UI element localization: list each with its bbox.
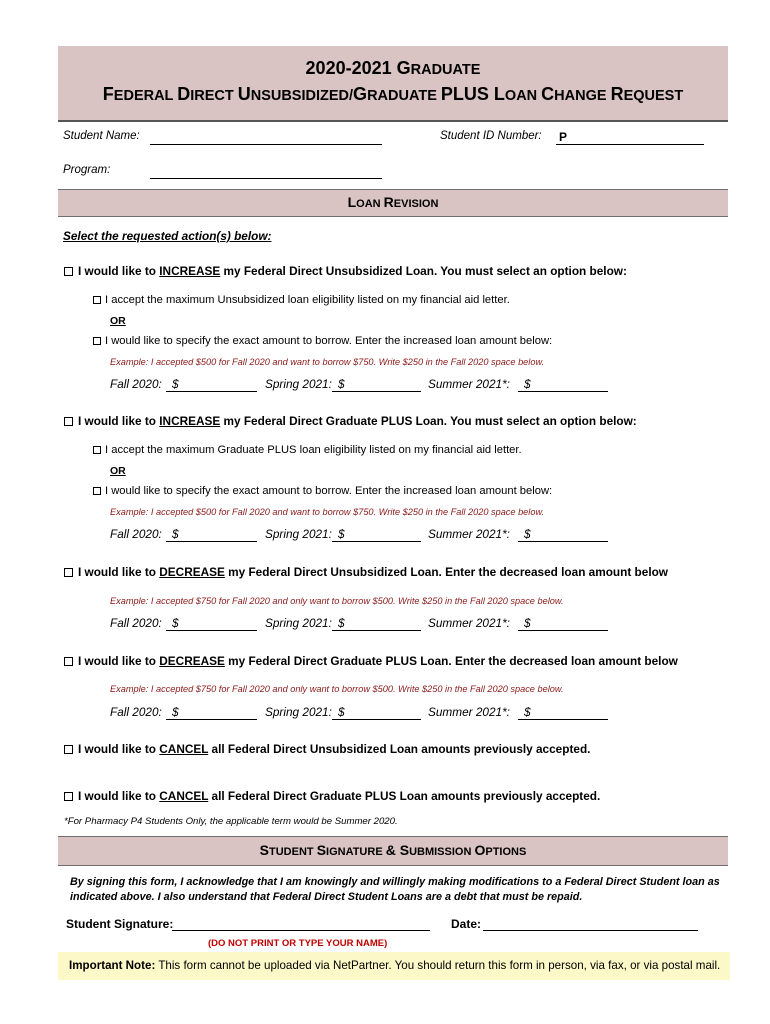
signature-field[interactable] <box>172 930 430 931</box>
increase-plus-example: Example: I accepted $500 for Fall 2020 and want to borrow $750. Write $250 in the Fall 2020 space below. <box>110 507 545 517</box>
form-title-line2 <box>58 84 728 105</box>
increase-unsub-option[interactable]: I would like to INCREASE my Federal Direct Unsubsidized Loan. You must select an option below: <box>64 264 627 278</box>
fall-dollar-sign: $ <box>172 527 179 541</box>
heading-segment: D <box>177 84 191 104</box>
spring-term-label: Spring 2021: <box>265 705 332 719</box>
decrease-unsub-option[interactable]: I would like to DECREASE my Federal Direct Unsubsidized Loan. Enter the decreased loan amount below <box>64 565 668 579</box>
date-field[interactable] <box>483 930 698 931</box>
heading-segment: F <box>102 84 114 104</box>
fall-dollar-sign: $ <box>172 705 179 719</box>
heading-segment: S <box>316 842 327 858</box>
heading-segment: S <box>259 842 270 858</box>
summer-term-label: Summer 2021*: <box>428 616 510 630</box>
summer-dollar-sign: $ <box>524 377 531 391</box>
fall-term-label: Fall 2020: <box>110 377 162 391</box>
heading-segment: IRECT <box>190 88 238 104</box>
spring-amount-field[interactable] <box>332 719 421 720</box>
heading-segment: PLUS <box>440 84 494 104</box>
spring-dollar-sign: $ <box>338 377 345 391</box>
summer-dollar-sign: $ <box>524 705 531 719</box>
fall-term-label: Fall 2020: <box>110 616 162 630</box>
student-id-prefix: P <box>559 130 568 144</box>
heading-segment: TUDENT <box>269 846 317 858</box>
or-label-2: OR <box>110 465 126 477</box>
heading-segment: L <box>493 84 505 104</box>
student-name-label: Student Name: <box>63 130 140 142</box>
no-print-note: (DO NOT PRINT OR TYPE YOUR NAME) <box>208 938 388 949</box>
heading-segment: & <box>385 842 400 858</box>
spring-dollar-sign: $ <box>338 705 345 719</box>
increase-unsub-checkbox[interactable] <box>64 267 73 276</box>
spring-amount-field[interactable] <box>332 391 421 392</box>
summer-amount-field[interactable] <box>518 719 608 720</box>
fall-amount-field[interactable] <box>166 391 257 392</box>
heading-segment: EVISION <box>393 198 439 210</box>
loan-revision-header <box>58 194 728 210</box>
form-title-line1 <box>58 58 728 79</box>
spring-dollar-sign: $ <box>338 616 345 630</box>
increase-plus-max-checkbox[interactable] <box>93 446 101 454</box>
heading-segment: U <box>237 84 251 104</box>
summer-term-label: Summer 2021*: <box>428 527 510 541</box>
increase-unsub-max-checkbox[interactable] <box>93 296 101 304</box>
heading-segment: O <box>474 842 486 858</box>
summer-amount-field[interactable] <box>518 391 608 392</box>
decrease-plus-checkbox[interactable] <box>64 657 73 666</box>
spring-term-label: Spring 2021: <box>265 527 332 541</box>
fall-term-label: Fall 2020: <box>110 705 162 719</box>
heading-segment: IGNATURE <box>326 846 386 858</box>
program-label: Program: <box>63 164 111 176</box>
instruction-text: Select the requested action(s) below: <box>63 229 272 243</box>
heading-segment: S <box>399 842 410 858</box>
increase-plus-option[interactable]: I would like to INCREASE my Federal Direct Graduate PLUS Loan. You must select an option below: <box>64 414 637 428</box>
increase-plus-checkbox[interactable] <box>64 417 73 426</box>
heading-segment: 2020-2021 G <box>305 58 411 78</box>
increase-plus-specify-checkbox[interactable] <box>93 487 101 495</box>
cancel-plus-option[interactable]: I would like to CANCEL all Federal Direct Graduate PLUS Loan amounts previously accepted. <box>64 789 600 803</box>
increase-plus-specify-option[interactable]: I would like to specify the exact amount to borrow. Enter the increased loan amount below: <box>93 485 552 497</box>
heading-segment: HANGE <box>554 88 611 104</box>
important-note-label: Important Note: <box>69 959 156 972</box>
heading-segment: NSUBSIDIZED/ <box>250 88 354 104</box>
heading-segment: G <box>353 84 368 104</box>
acknowledge-line2: indicated above. I also understand that Federal Direct Student Loans are a debt that must be repaid. <box>70 891 583 903</box>
heading-segment: UBMISSION <box>409 846 475 858</box>
decrease-unsub-checkbox[interactable] <box>64 568 73 577</box>
date-label: Date: <box>451 917 482 931</box>
pharmacy-footnote: *For Pharmacy P4 Students Only, the applicable term would be Summer 2020. <box>64 816 398 827</box>
increase-unsub-specify-option[interactable]: I would like to specify the exact amount to borrow. Enter the increased loan amount below: <box>93 335 552 347</box>
heading-segment: L <box>347 194 357 210</box>
or-label-1: OR <box>110 315 126 327</box>
heading-segment: R <box>383 194 394 210</box>
signature-header <box>58 842 728 858</box>
student-name-field[interactable] <box>150 144 382 145</box>
student-id-label: Student ID Number: <box>440 130 542 142</box>
decrease-unsub-example: Example: I accepted $750 for Fall 2020 and only want to borrow $500. Write $250 in the Fall 2020 space below. <box>110 596 564 606</box>
spring-amount-field[interactable] <box>332 630 421 631</box>
increase-unsub-specify-checkbox[interactable] <box>93 337 101 345</box>
fall-amount-field[interactable] <box>166 719 257 720</box>
summer-amount-field[interactable] <box>518 541 608 542</box>
summer-term-label: Summer 2021*: <box>428 377 510 391</box>
program-field[interactable] <box>150 178 382 179</box>
cancel-unsub-option[interactable]: I would like to CANCEL all Federal Direct Unsubsidized Loan amounts previously accepted. <box>64 742 590 756</box>
heading-segment: C <box>541 84 555 104</box>
increase-unsub-max-option[interactable]: I accept the maximum Unsubsidized loan eligibility listed on my financial aid letter. <box>93 294 510 306</box>
student-id-field[interactable] <box>556 144 704 145</box>
fall-amount-field[interactable] <box>166 630 257 631</box>
spring-term-label: Spring 2021: <box>265 377 332 391</box>
important-note <box>69 959 720 972</box>
important-note-text: This form cannot be uploaded via NetPartner. You should return this form in person, via fax, or via postal mail. <box>155 959 721 972</box>
cancel-plus-checkbox[interactable] <box>64 792 73 801</box>
summer-dollar-sign: $ <box>524 616 531 630</box>
decrease-plus-example: Example: I accepted $750 for Fall 2020 and only want to borrow $500. Write $250 in the Fall 2020 space below. <box>110 684 564 694</box>
heading-segment: OAN <box>356 198 384 210</box>
heading-segment: EQUEST <box>623 88 684 104</box>
heading-segment: EDERAL <box>113 88 178 104</box>
summer-term-label: Summer 2021*: <box>428 705 510 719</box>
spring-dollar-sign: $ <box>338 527 345 541</box>
heading-segment: OAN <box>504 88 542 104</box>
spring-term-label: Spring 2021: <box>265 616 332 630</box>
heading-segment: RADUATE <box>410 62 481 78</box>
heading-segment: R <box>610 84 624 104</box>
fall-dollar-sign: $ <box>172 377 179 391</box>
signature-label: Student Signature: <box>66 917 174 931</box>
increase-unsub-example: Example: I accepted $500 for Fall 2020 and want to borrow $750. Write $250 in the Fall 2020 space below. <box>110 357 545 367</box>
heading-segment: RADUATE <box>367 88 441 104</box>
acknowledge-line1: By signing this form, I acknowledge that I am knowingly and willingly making modifications to a Federal Direct Student loan as <box>70 876 720 888</box>
fall-dollar-sign: $ <box>172 616 179 630</box>
fall-amount-field[interactable] <box>166 541 257 542</box>
fall-term-label: Fall 2020: <box>110 527 162 541</box>
cancel-unsub-checkbox[interactable] <box>64 745 73 754</box>
heading-segment: PTIONS <box>485 846 527 858</box>
spring-amount-field[interactable] <box>332 541 421 542</box>
summer-amount-field[interactable] <box>518 630 608 631</box>
decrease-plus-option[interactable]: I would like to DECREASE my Federal Direct Graduate PLUS Loan. Enter the decreased loan amount below <box>64 654 678 668</box>
summer-dollar-sign: $ <box>524 527 531 541</box>
increase-plus-max-option[interactable]: I accept the maximum Graduate PLUS loan eligibility listed on my financial aid letter. <box>93 444 522 456</box>
